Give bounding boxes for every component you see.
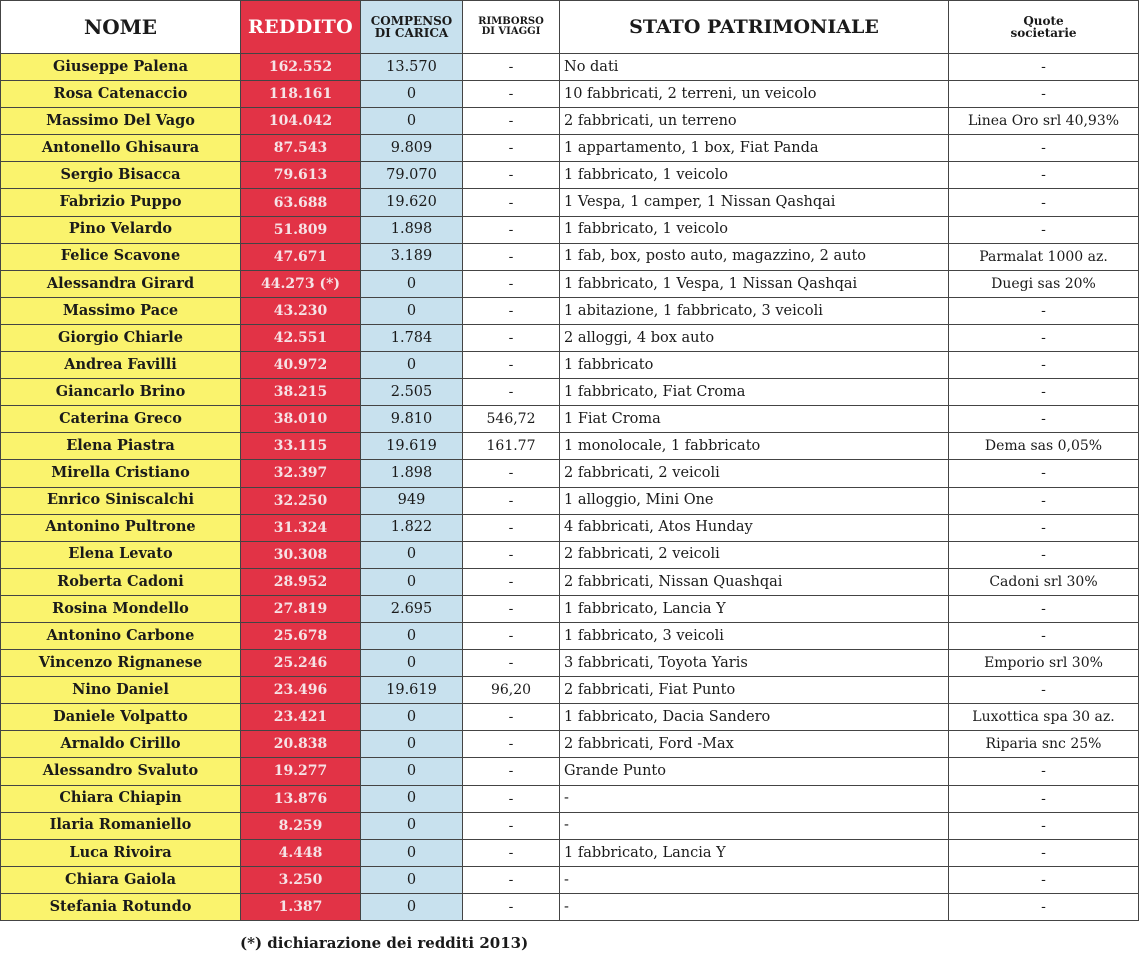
cell-quote-societarie: -: [949, 189, 1139, 216]
cell-rimborso: -: [463, 622, 560, 649]
cell-compenso: 0: [361, 622, 463, 649]
cell-rimborso: -: [463, 460, 560, 487]
cell-nome: Mirella Cristiano: [1, 460, 241, 487]
cell-reddito: 40.972: [241, 352, 361, 379]
cell-reddito: 33.115: [241, 433, 361, 460]
cell-stato-patrimoniale: 1 appartamento, 1 box, Fiat Panda: [560, 135, 949, 162]
cell-stato-patrimoniale: 1 fabbricato, 3 veicoli: [560, 622, 949, 649]
table-row: [1, 785, 1139, 812]
header-compenso-line2: DI CARICA: [374, 26, 449, 40]
table-row: [1, 487, 1139, 514]
cell-stato-patrimoniale: 2 fabbricati, Ford -Max: [560, 731, 949, 758]
cell-nome: Stefania Rotundo: [1, 893, 241, 920]
cell-compenso: 1.822: [361, 514, 463, 541]
footnote: (*) dichiarazione dei redditi 2013): [240, 934, 529, 952]
cell-stato-patrimoniale: Grande Punto: [560, 758, 949, 785]
cell-quote-societarie: -: [949, 622, 1139, 649]
cell-reddito: 44.273 (*): [241, 270, 361, 297]
cell-reddito: 30.308: [241, 541, 361, 568]
table-row: [1, 650, 1139, 677]
cell-reddito: 13.876: [241, 785, 361, 812]
cell-stato-patrimoniale: 1 monolocale, 1 fabbricato: [560, 433, 949, 460]
cell-reddito: 43.230: [241, 297, 361, 324]
cell-compenso: 0: [361, 297, 463, 324]
cell-reddito: 3.250: [241, 866, 361, 893]
cell-nome: Enrico Siniscalchi: [1, 487, 241, 514]
table-row: [1, 893, 1139, 920]
cell-stato-patrimoniale: 1 fabbricato, 1 veicolo: [560, 216, 949, 243]
cell-compenso: 0: [361, 704, 463, 731]
cell-quote-societarie: -: [949, 758, 1139, 785]
cell-nome: Giancarlo Brino: [1, 379, 241, 406]
table-row: [1, 81, 1139, 108]
cell-quote-societarie: -: [949, 352, 1139, 379]
cell-compenso: 13.570: [361, 54, 463, 81]
cell-stato-patrimoniale: -: [560, 785, 949, 812]
cell-reddito: 32.397: [241, 460, 361, 487]
cell-stato-patrimoniale: 2 fabbricati, 2 veicoli: [560, 541, 949, 568]
table-row: [1, 243, 1139, 270]
cell-quote-societarie: -: [949, 866, 1139, 893]
cell-nome: Ilaria Romaniello: [1, 812, 241, 839]
cell-nome: Elena Levato: [1, 541, 241, 568]
cell-quote-societarie: -: [949, 460, 1139, 487]
cell-quote-societarie: -: [949, 677, 1139, 704]
table-row: [1, 216, 1139, 243]
cell-nome: Vincenzo Rignanese: [1, 650, 241, 677]
cell-rimborso: -: [463, 324, 560, 351]
cell-reddito: 25.246: [241, 650, 361, 677]
table-row: [1, 839, 1139, 866]
cell-nome: Felice Scavone: [1, 243, 241, 270]
cell-nome: Caterina Greco: [1, 406, 241, 433]
cell-compenso: 0: [361, 866, 463, 893]
cell-reddito: 27.819: [241, 595, 361, 622]
table-row: [1, 379, 1139, 406]
cell-quote-societarie: -: [949, 162, 1139, 189]
cell-quote-societarie: Dema sas 0,05%: [949, 433, 1139, 460]
cell-stato-patrimoniale: 2 fabbricati, 2 veicoli: [560, 460, 949, 487]
cell-rimborso: -: [463, 81, 560, 108]
cell-compenso: 0: [361, 108, 463, 135]
cell-stato-patrimoniale: 1 Vespa, 1 camper, 1 Nissan Qashqai: [560, 189, 949, 216]
table-row: [1, 677, 1139, 704]
table-row: [1, 514, 1139, 541]
cell-stato-patrimoniale: 2 fabbricati, Nissan Quashqai: [560, 568, 949, 595]
cell-nome: Rosa Catenaccio: [1, 81, 241, 108]
cell-compenso: 9.810: [361, 406, 463, 433]
cell-stato-patrimoniale: 3 fabbricati, Toyota Yaris: [560, 650, 949, 677]
cell-rimborso: -: [463, 758, 560, 785]
cell-stato-patrimoniale: -: [560, 866, 949, 893]
cell-rimborso: -: [463, 270, 560, 297]
cell-stato-patrimoniale: 1 fabbricato, Lancia Y: [560, 839, 949, 866]
table-row: [1, 731, 1139, 758]
cell-rimborso: -: [463, 893, 560, 920]
cell-rimborso: 161.77: [463, 433, 560, 460]
cell-rimborso: 96,20: [463, 677, 560, 704]
cell-quote-societarie: -: [949, 595, 1139, 622]
cell-compenso: 3.189: [361, 243, 463, 270]
table-row: [1, 866, 1139, 893]
cell-reddito: 31.324: [241, 514, 361, 541]
cell-nome: Chiara Chiapin: [1, 785, 241, 812]
cell-rimborso: -: [463, 379, 560, 406]
table-row: [1, 460, 1139, 487]
cell-stato-patrimoniale: No dati: [560, 54, 949, 81]
cell-nome: Luca Rivoira: [1, 839, 241, 866]
header-rimborso-line1: RIMBORSO: [478, 16, 544, 27]
cell-stato-patrimoniale: 2 fabbricati, Fiat Punto: [560, 677, 949, 704]
cell-reddito: 23.421: [241, 704, 361, 731]
cell-quote-societarie: -: [949, 135, 1139, 162]
cell-reddito: 38.215: [241, 379, 361, 406]
header-compenso-line1: COMPENSO: [370, 14, 453, 28]
cell-nome: Alessandra Girard: [1, 270, 241, 297]
cell-quote-societarie: Duegi sas 20%: [949, 270, 1139, 297]
cell-rimborso: -: [463, 568, 560, 595]
cell-reddito: 47.671: [241, 243, 361, 270]
cell-reddito: 1.387: [241, 893, 361, 920]
cell-reddito: 4.448: [241, 839, 361, 866]
cell-stato-patrimoniale: 1 fabbricato, Lancia Y: [560, 595, 949, 622]
cell-compenso: 1.898: [361, 460, 463, 487]
cell-stato-patrimoniale: 1 fabbricato, Dacia Sandero: [560, 704, 949, 731]
table-row: [1, 758, 1139, 785]
header-stato-patrimoniale: STATO PATRIMONIALE: [560, 1, 949, 54]
cell-quote-societarie: -: [949, 893, 1139, 920]
cell-reddito: 32.250: [241, 487, 361, 514]
cell-rimborso: -: [463, 135, 560, 162]
cell-nome: Andrea Favilli: [1, 352, 241, 379]
table-row: [1, 108, 1139, 135]
cell-rimborso: -: [463, 785, 560, 812]
cell-nome: Nino Daniel: [1, 677, 241, 704]
cell-stato-patrimoniale: 2 fabbricati, un terreno: [560, 108, 949, 135]
cell-nome: Arnaldo Cirillo: [1, 731, 241, 758]
header-reddito: REDDITO: [241, 1, 361, 54]
cell-reddito: 42.551: [241, 324, 361, 351]
cell-stato-patrimoniale: 1 abitazione, 1 fabbricato, 3 veicoli: [560, 297, 949, 324]
cell-rimborso: -: [463, 866, 560, 893]
cell-quote-societarie: -: [949, 812, 1139, 839]
cell-compenso: 19.619: [361, 677, 463, 704]
table-row: [1, 812, 1139, 839]
cell-stato-patrimoniale: 1 fabbricato: [560, 352, 949, 379]
cell-rimborso: -: [463, 352, 560, 379]
cell-quote-societarie: -: [949, 514, 1139, 541]
cell-compenso: 1.784: [361, 324, 463, 351]
cell-quote-societarie: -: [949, 81, 1139, 108]
cell-stato-patrimoniale: 1 fab, box, posto auto, magazzino, 2 auto: [560, 243, 949, 270]
cell-quote-societarie: Cadoni srl 30%: [949, 568, 1139, 595]
cell-compenso: 0: [361, 81, 463, 108]
cell-stato-patrimoniale: -: [560, 893, 949, 920]
cell-compenso: 1.898: [361, 216, 463, 243]
cell-reddito: 63.688: [241, 189, 361, 216]
cell-compenso: 2.695: [361, 595, 463, 622]
cell-reddito: 162.552: [241, 54, 361, 81]
header-rimborso-line2: DI VIAGGI: [481, 26, 541, 37]
cell-quote-societarie: -: [949, 297, 1139, 324]
cell-nome: Rosina Mondello: [1, 595, 241, 622]
cell-quote-societarie: -: [949, 785, 1139, 812]
table-header-row: [1, 1, 1139, 54]
cell-rimborso: 546,72: [463, 406, 560, 433]
cell-rimborso: -: [463, 812, 560, 839]
table-row: [1, 704, 1139, 731]
header-rimborso: [463, 1, 560, 54]
cell-nome: Daniele Volpatto: [1, 704, 241, 731]
cell-quote-societarie: -: [949, 487, 1139, 514]
header-quote-line2: societarie: [1010, 26, 1077, 40]
table-row: [1, 135, 1139, 162]
cell-nome: Giuseppe Palena: [1, 54, 241, 81]
cell-stato-patrimoniale: 1 alloggio, Mini One: [560, 487, 949, 514]
table-row: [1, 270, 1139, 297]
cell-quote-societarie: Emporio srl 30%: [949, 650, 1139, 677]
cell-rimborso: -: [463, 487, 560, 514]
cell-rimborso: -: [463, 162, 560, 189]
table-row: [1, 297, 1139, 324]
table-row: [1, 324, 1139, 351]
cell-rimborso: -: [463, 650, 560, 677]
cell-compenso: 0: [361, 812, 463, 839]
cell-nome: Massimo Pace: [1, 297, 241, 324]
cell-compenso: 19.619: [361, 433, 463, 460]
cell-compenso: 0: [361, 785, 463, 812]
cell-compenso: 0: [361, 731, 463, 758]
cell-rimborso: -: [463, 541, 560, 568]
cell-rimborso: -: [463, 216, 560, 243]
cell-nome: Sergio Bisacca: [1, 162, 241, 189]
cell-nome: Pino Velardo: [1, 216, 241, 243]
cell-quote-societarie: -: [949, 839, 1139, 866]
cell-stato-patrimoniale: 1 fabbricato, Fiat Croma: [560, 379, 949, 406]
cell-nome: Massimo Del Vago: [1, 108, 241, 135]
cell-compenso: 0: [361, 270, 463, 297]
table-body: [1, 54, 1139, 921]
cell-stato-patrimoniale: 2 alloggi, 4 box auto: [560, 324, 949, 351]
cell-compenso: 9.809: [361, 135, 463, 162]
cell-rimborso: -: [463, 704, 560, 731]
cell-nome: Giorgio Chiarle: [1, 324, 241, 351]
cell-reddito: 25.678: [241, 622, 361, 649]
cell-quote-societarie: -: [949, 324, 1139, 351]
cell-reddito: 79.613: [241, 162, 361, 189]
cell-rimborso: -: [463, 243, 560, 270]
cell-rimborso: -: [463, 108, 560, 135]
table-row: [1, 189, 1139, 216]
cell-rimborso: -: [463, 514, 560, 541]
cell-stato-patrimoniale: 1 fabbricato, 1 veicolo: [560, 162, 949, 189]
cell-rimborso: -: [463, 297, 560, 324]
table-row: [1, 352, 1139, 379]
cell-nome: Antonello Ghisaura: [1, 135, 241, 162]
cell-reddito: 28.952: [241, 568, 361, 595]
cell-compenso: 0: [361, 839, 463, 866]
cell-rimborso: -: [463, 595, 560, 622]
cell-reddito: 118.161: [241, 81, 361, 108]
cell-stato-patrimoniale: -: [560, 812, 949, 839]
cell-reddito: 19.277: [241, 758, 361, 785]
cell-quote-societarie: Linea Oro srl 40,93%: [949, 108, 1139, 135]
table-row: [1, 433, 1139, 460]
cell-compenso: 0: [361, 758, 463, 785]
table-row: [1, 162, 1139, 189]
cell-compenso: 0: [361, 352, 463, 379]
table-row: [1, 568, 1139, 595]
cell-compenso: 19.620: [361, 189, 463, 216]
cell-quote-societarie: -: [949, 406, 1139, 433]
cell-quote-societarie: Luxottica spa 30 az.: [949, 704, 1139, 731]
cell-reddito: 104.042: [241, 108, 361, 135]
header-compenso: [361, 1, 463, 54]
cell-compenso: 2.505: [361, 379, 463, 406]
cell-quote-societarie: -: [949, 541, 1139, 568]
header-quote-societarie: [949, 1, 1139, 54]
cell-quote-societarie: Parmalat 1000 az.: [949, 243, 1139, 270]
cell-stato-patrimoniale: 10 fabbricati, 2 terreni, un veicolo: [560, 81, 949, 108]
cell-quote-societarie: -: [949, 216, 1139, 243]
cell-reddito: 8.259: [241, 812, 361, 839]
cell-nome: Antonino Pultrone: [1, 514, 241, 541]
cell-rimborso: -: [463, 54, 560, 81]
header-nome: NOME: [1, 1, 241, 54]
table-row: [1, 541, 1139, 568]
cell-stato-patrimoniale: 1 Fiat Croma: [560, 406, 949, 433]
cell-quote-societarie: Riparia snc 25%: [949, 731, 1139, 758]
cell-nome: Antonino Carbone: [1, 622, 241, 649]
cell-nome: Chiara Gaiola: [1, 866, 241, 893]
cell-quote-societarie: -: [949, 54, 1139, 81]
cell-quote-societarie: -: [949, 379, 1139, 406]
cell-nome: Alessandro Svaluto: [1, 758, 241, 785]
cell-compenso: 0: [361, 650, 463, 677]
cell-compenso: 949: [361, 487, 463, 514]
cell-stato-patrimoniale: 1 fabbricato, 1 Vespa, 1 Nissan Qashqai: [560, 270, 949, 297]
cell-compenso: 0: [361, 893, 463, 920]
cell-rimborso: -: [463, 731, 560, 758]
cell-nome: Elena Piastra: [1, 433, 241, 460]
cell-compenso: 0: [361, 541, 463, 568]
cell-nome: Fabrizio Puppo: [1, 189, 241, 216]
cell-compenso: 79.070: [361, 162, 463, 189]
cell-reddito: 87.543: [241, 135, 361, 162]
cell-reddito: 23.496: [241, 677, 361, 704]
table-row: [1, 54, 1139, 81]
cell-stato-patrimoniale: 4 fabbricati, Atos Hunday: [560, 514, 949, 541]
table-row: [1, 622, 1139, 649]
cell-rimborso: -: [463, 189, 560, 216]
cell-reddito: 38.010: [241, 406, 361, 433]
cell-reddito: 51.809: [241, 216, 361, 243]
cell-nome: Roberta Cadoni: [1, 568, 241, 595]
header-quote-line1: Quote: [1023, 14, 1064, 28]
cell-compenso: 0: [361, 568, 463, 595]
table-row: [1, 595, 1139, 622]
table-row: [1, 406, 1139, 433]
cell-rimborso: -: [463, 839, 560, 866]
cell-reddito: 20.838: [241, 731, 361, 758]
